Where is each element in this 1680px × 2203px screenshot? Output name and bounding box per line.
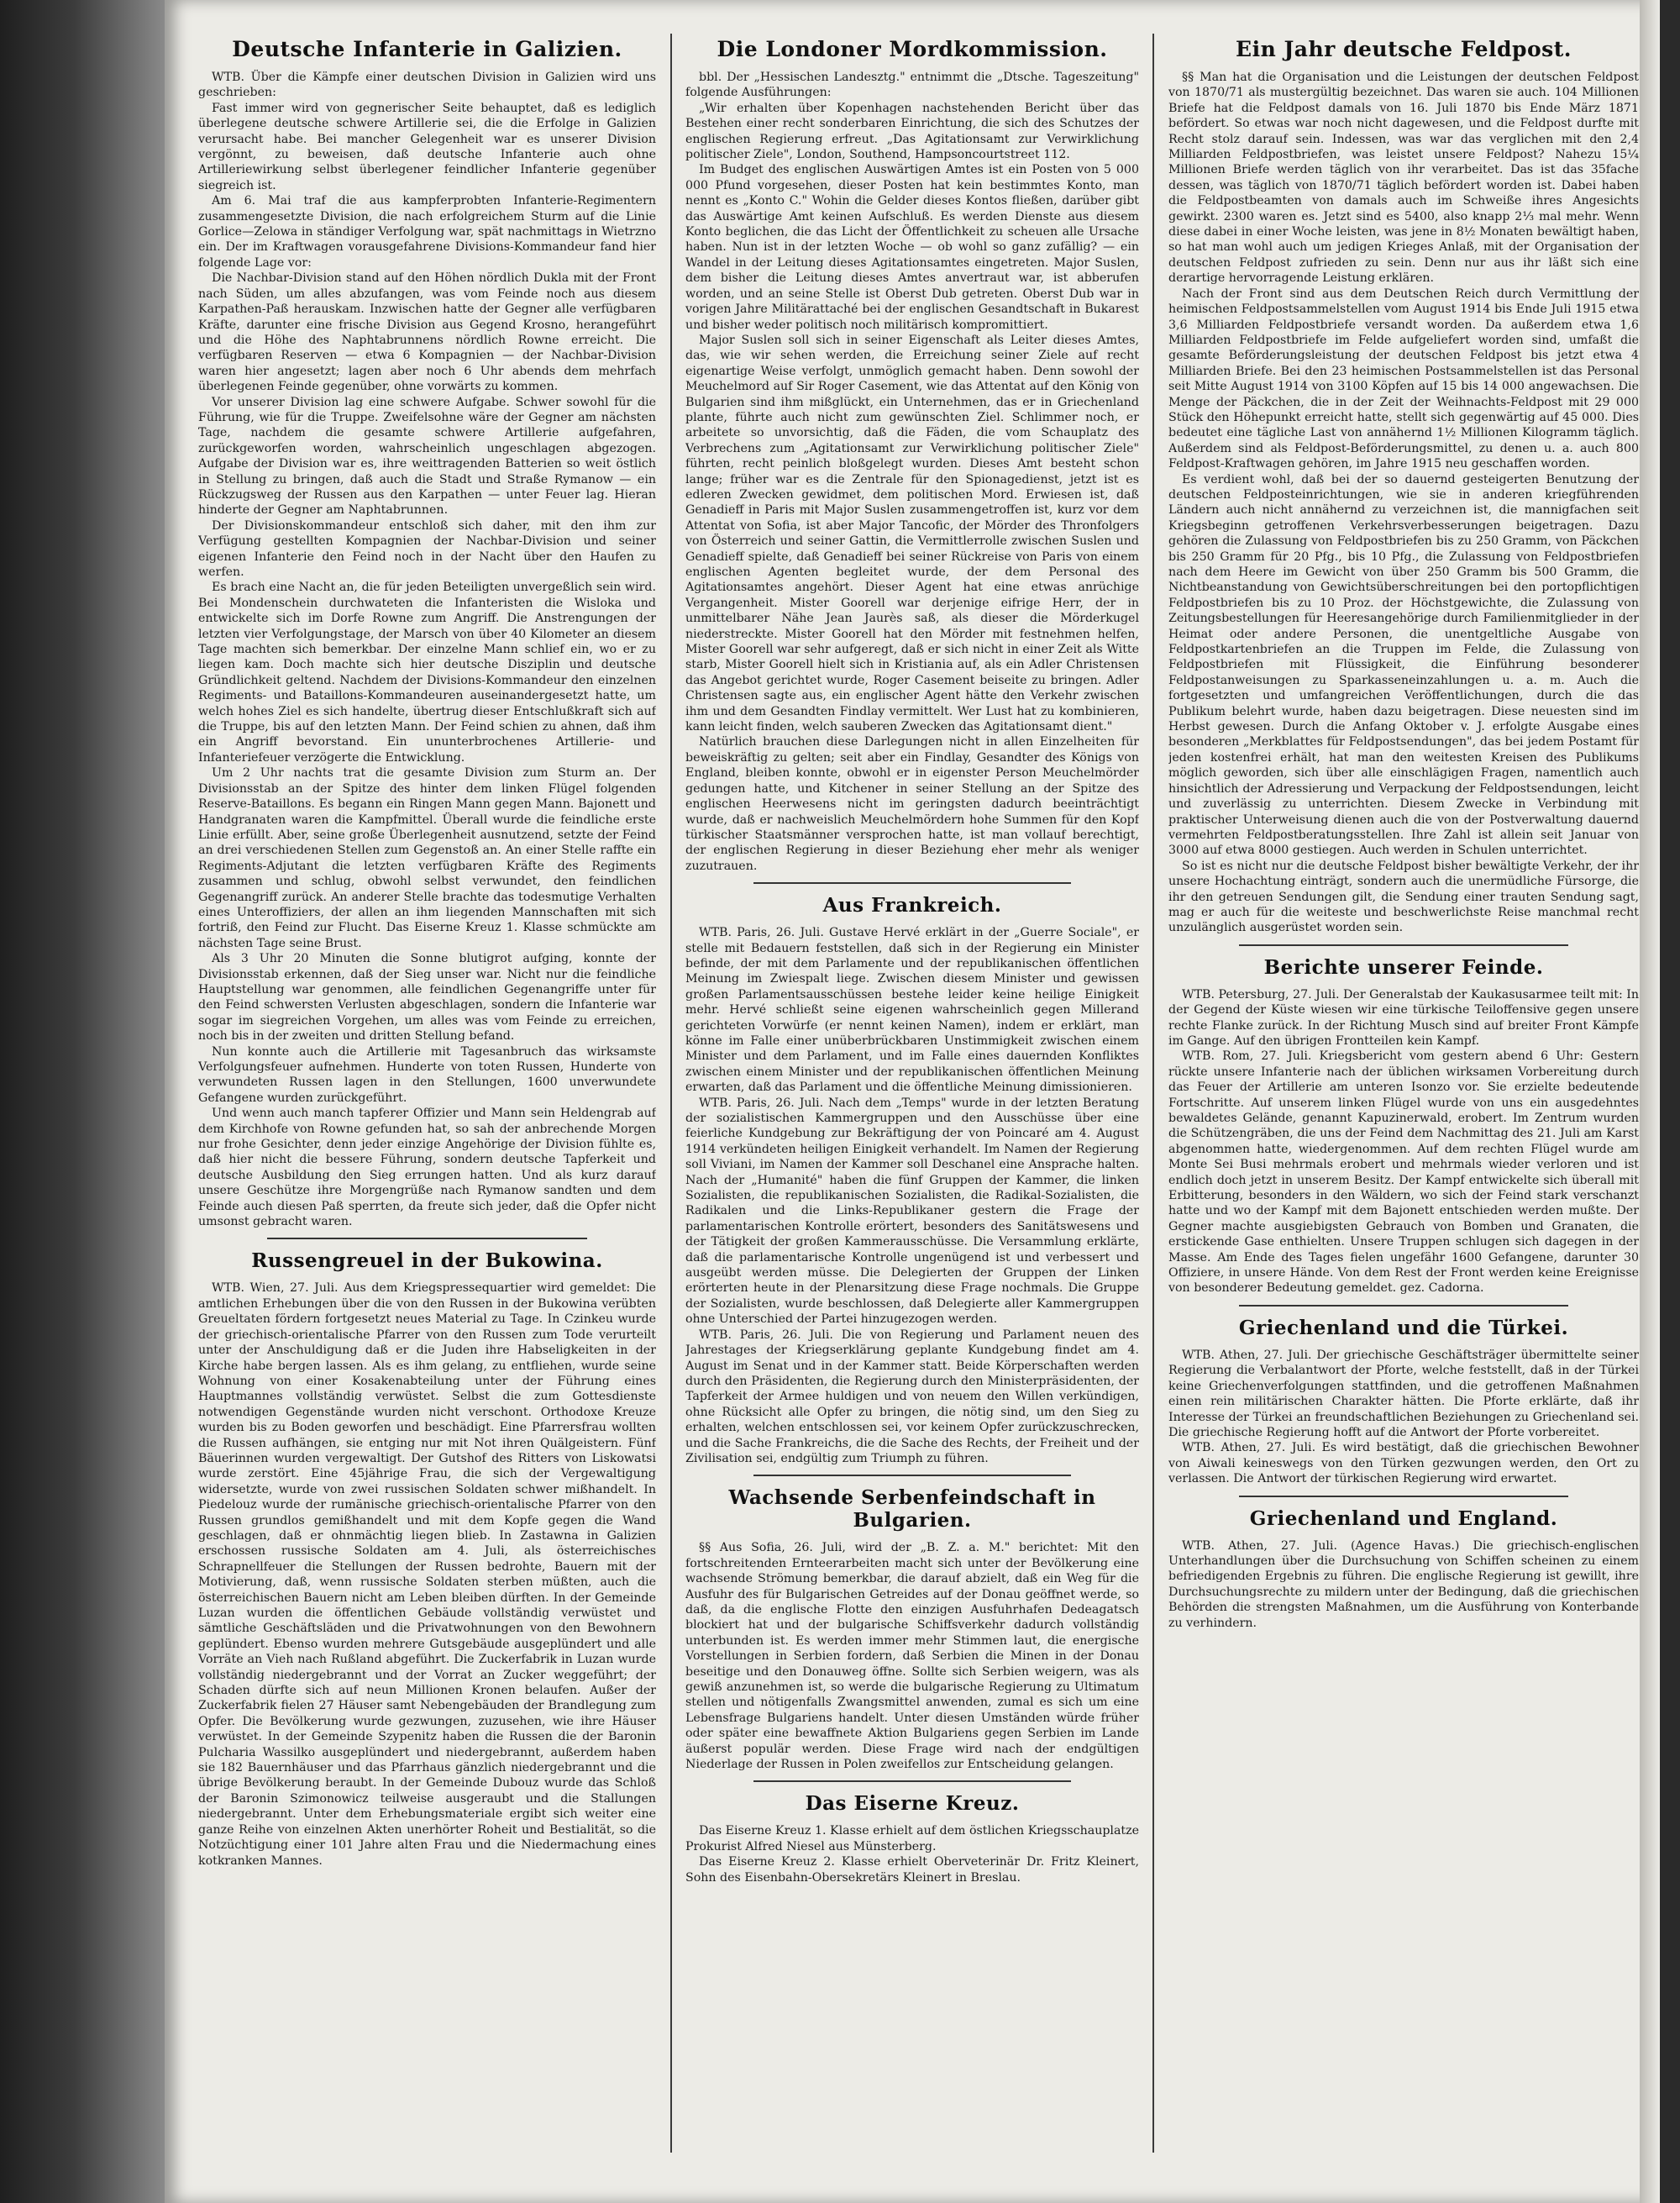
article-paragraph: Das Eiserne Kreuz 2. Klasse erhielt Oberveterinär Dr. Fritz Kleinert, Sohn des Eisenbahn-Obersekretärs Kleinert in Breslau.	[685, 1855, 1139, 1885]
article-paragraph: So ist es nicht nur die deutsche Feldpost bisher bewältigte Verkehr, der ihr unsere Hochachtung einträgt, sondern auch die unermüdliche Fürsorge, die ihr den getreuen Sendungen gilt, die Sendung einer trauten Sendung sagt, mag er auch für die weiteste und beschwerlichste Reise manchmal recht unzulänglich ausgerüstet worden sein.	[1168, 859, 1639, 935]
article-title-feldpost: Ein Jahr deutsche Feldpost.	[1236, 37, 1572, 61]
article-paragraph: Es brach eine Nacht an, die für jeden Beteiligten unvergeßlich sein wird. Bei Mondenschein durchwateten die Infanteristen die Wisloka und entwickelte sich im Dorfe Rowne zum Angriff. Die Anstrengungen der letzten vier Verfolgungstage, der Marsch von über 40 Kilometer an diesem Tage machten sich bemerkbar. Der einzelne Mann schlief ein, wo er zu liegen kam. Doch machte sich hier deutsche Disziplin und deutsche Gründlichkeit geltend. Nachdem der Divisions-Kommandeur den einzelnen Regiments- und Bataillons-Kommandeuren auseinandergesetzt hatte, um welch hohes Ziel es sich handelte, übertrug dieser Entschlußkraft sich auf die Truppe, bis auf den letzten Mann. Der Feind schien zu ahnen, daß ihm ein Angriff bevorstand. Ein ununterbrochenes Artillerie- und Infanteriefeuer verzögerte die Entwicklung.	[198, 581, 656, 765]
article-paragraph: §§ Aus Sofia, 26. Juli, wird der „B. Z. a. M." berichtet: Mit den fortschreitenden Ernteerarbeiten macht sich unter der Bevölkerung eine wachsende Strömung bemerkbar, die darauf abzielt, daß ein Weg für die Ausfuhr des für Bulgarischen Getreides auf der Donau geöffnet werde, so daß, da die englische Flotte den einzigen Ausfuhrhafen Dedeagatsch blockiert hat und der bulgarische Schiffsverkehr dadurch vollständig unterbunden ist. Es werden immer mehr Stimmen laut, die energische Vorstellungen in Serbien fordern, daß Serbien die Minen in der Donau beseitige und den Donauweg öffne. Sollte sich Serbien weigern, was als gewiß anzunehmen ist, so werde die bulgarische Regierung zu Ultimatum stellen und nötigenfalls Zwangsmittel anwenden, zumal es sich um eine Lebensfrage Bulgariens handelt. Unter diesen Umständen würde früher oder später eine bewaffnete Aktion Bulgariens gegen Serbien im Lande äußerst populär werden. Diese Frage wird nach der endgültigen Niederlage der Russen in Polen zweifellos zur Entscheidung gelangen.	[685, 1541, 1139, 1772]
article-paragraph: WTB. Rom, 27. Juli. Kriegsbericht vom gestern abend 6 Uhr: Gestern rückte unsere Infanterie nach der üblichen wirksamen Vorbereitung durch das Feuer der Artillerie am unteren Isonzo vor. Sie erzielte bedeutende Fortschritte. Auf unserem linken Flügel wurde von uns ein ausgedehntes bewaldetes Gelände, genannt Kapuzinerwald, erobert. Im Zentrum wurden die Schützengräben, die uns der Feind dem Nachmittag des 21. Juli am Karst abgenommen hatte, wiedergenommen. Auf dem rechten Flügel wurde am Monte Sei Busi mehrmals erobert und mehrmals wieder verloren und ist endlich doch jetzt in unserem Besitz. Der Kampf entwickelte sich überall mit Erbitterung, besonders in den Wäldern, wo sich der Feind stark verschanzt hatte und wo der Kampf mit dem Bajonett entschieden werden mußte. Der Gegner machte ausgiebigsten Gebrauch von Bomben und Granaten, die erstickende Gase enthielten. Unsere Truppen schlugen sich dagegen in der Masse. Am Ende des Tages fielen ungefähr 1600 Gefangene, darunter 30 Offiziere, in unsere Hände. Von dem Rest der Front werden keine Ereignisse von besonderer Bedeutung gemeldet. gez. Cadorna.	[1168, 1049, 1639, 1296]
section-divider	[753, 1475, 1071, 1476]
article-paragraph: Das Eiserne Kreuz 1. Klasse erhielt auf dem östlichen Kriegsschauplatze Prokurist Alfred Niesel aus Münsterberg.	[685, 1824, 1139, 1853]
adjacent-page-edge	[1640, 0, 1660, 2203]
newspaper-page	[165, 0, 1660, 2203]
article-paragraph: Die Nachbar-Division stand auf den Höhen nördlich Dukla mit der Front nach Süden, um alles abzufangen, was vom Feinde noch aus diesem Karpathen-Paß herauskam. Inzwischen hatte der Gegner alle verfügbaren Kräfte, darunter eine frische Division aus Gegend Krosno, herangeführt und die Höhe des Naphtabrunnens nördlich Rowne erreicht. Die verfügbaren Reserven — etwa 6 Kompagnien — der Nachbar-Division waren hier angesetzt; lagen aber noch 6 Uhr abends dem mehrfach überlegenen Feinde gegenüber, ohne vorwärts zu kommen.	[198, 271, 656, 394]
article-paragraph: WTB. Petersburg, 27. Juli. Der Generalstab der Kaukasusarmee teilt mit: In der Gegend der Küste wiesen wir eine türkische Teiloffensive gegen unsere rechte Flanke zurück. In der Richtung Musch sind auf breiter Front Kämpfe im Gange. Auf den übrigen Frontteilen kein Kampf.	[1168, 987, 1639, 1048]
article-paragraph: Nun konnte auch die Artillerie mit Tagesanbruch das wirksamste Verfolgungsfeuer aufnehmen. Hunderte von toten Russen, Hunderte von verwundeten Russen lagen in den Stellungen, 1600 unverwundete Gefangene wurden zurückgeführt.	[198, 1044, 656, 1105]
article-paragraph: WTB. Paris, 26. Juli. Gustave Hervé erklärt in der „Guerre Sociale", er stelle mit Bedauern feststellen, daß sich in der Regierung ein Minister befinde, der mit dem Parlamente und der republikanischen öffentlichen Meinung im Zwiespalt liege. Zwischen diesem Minister und gewissen großen Parlamentsausschüssen bestehe leider keine heilige Einigkeit mehr. Hervé schließt seine eigenen wahrscheinlich gegen Millerand gerichteten Vorwürfe (er nennt keinen Namen), indem er erklärt, man könne im Falle einer unüberbrückbaren Unstimmigkeit zwischen einem Minister und dem Parlament, und im Falle eines dauernden Konfliktes zwischen einem Minister und der republikanischen öffentlichen Meinung erwarten, daß das Parlament und die öffentliche Meinung dimissionieren.	[685, 926, 1139, 1095]
article-paragraph: WTB. Athen, 27. Juli. Es wird bestätigt, daß die griechischen Bewohner von Aiwali keineswegs von den Türken gezwungen werden, den Ort zu verlassen. Die Antwort der türkischen Regierung wird erwartet.	[1168, 1441, 1639, 1486]
article-paragraph: Als 3 Uhr 20 Minuten die Sonne blutigrot aufging, konnte der Divisionsstab erkennen, daß der Sieg unser war. Nicht nur die feindliche Hauptstellung war genommen, alle feindlichen Gegenangriffe unter für den Feind schwersten Verlusten abgeschlagen, sondern die Infanterie war sogar im siegreichen Vorgehen, um alles was vom Feinde zu erreichen, noch bis in der zweiten und dritten Stellung befand.	[198, 952, 656, 1044]
article-paragraph: Natürlich brauchen diese Darlegungen nicht in allen Einzelheiten für beweiskräftig zu gelten; seit aber ein Findlay, Gesandter des Königs von England, bleiben konnte, obwohl er in eigenster Person Meuchelmörder gedungen hatte, und Kitchener in seiner Stellung an der Spitze des englischen Heerwesens nicht im geringsten dadurch beeinträchtigt wurde, daß er nachweislich Meuchelmördern hohe Summen für den Kopf türkischer Staatsmänner versprochen hatte, ist man vollauf berechtigt, der englischen Regierung in dieser Beziehung eher mehr als weniger zuzutrauen.	[685, 735, 1139, 873]
section-divider	[1239, 944, 1568, 946]
article-title-tuerkei: Griechenland und die Türkei.	[1238, 1316, 1569, 1339]
section-divider	[267, 1238, 588, 1239]
section-divider	[753, 1780, 1071, 1782]
article-paragraph: WTB. Athen, 27. Juli. Der griechische Geschäftsträger übermittelte seiner Regierung die Verbalantwort der Pforte, welche feststellt, daß in der Türkei keine Griechenverfolgungen stattfinden, und die getroffenen Maßnahmen einen rein militärischen Charakter hätten. Die Pforte erklärte, daß ihr Interesse der Türkei an freundschaftlichen Beziehungen zu Griechenland sei. Die griechische Regierung hofft auf die Antwort der Pforte vorbereitet.	[1168, 1348, 1639, 1439]
article-title-eisernes-kreuz: Das Eiserne Kreuz.	[805, 1792, 1020, 1816]
column-rule	[1152, 34, 1154, 2153]
article-paragraph: „Wir erhalten über Kopenhagen nachstehenden Bericht über das Bestehen einer recht sonderbaren Einrichtung, die sich des Schutzes der englischen Regierung erfreut. „Das Agitationsamt zur Verwirklichung politischer Ziele", London, Southend, Hampsoncourtstreet 112.	[685, 101, 1139, 162]
article-paragraph: Vor unserer Division lag eine schwere Aufgabe. Schwer sowohl für die Führung, wie für die Truppe. Zweifelsohne wäre der Gegner am nächsten Tage, nachdem die gesamte schwere Artillerie aufgefahren, zurückgeworfen worden, wahrscheinlich ungeschlagen abgezogen. Aufgabe der Division war es, ihre weittragenden Batterien so weit östlich in Stellung zu bringen, daß auch die Stadt und Straße Rymanow — ein Rückzugsweg der Russen aus den Karpathen — unter Feuer lag. Hieran hinderte der Gegner am Naphtabrunnen.	[198, 395, 656, 518]
column-1	[198, 30, 656, 2169]
section-divider	[1239, 1305, 1568, 1307]
column-3	[1168, 30, 1639, 2169]
article-paragraph: Major Suslen soll sich in seiner Eigenschaft als Leiter dieses Amtes, das, wie wir sehen werden, die Erreichung seiner Ziele auf recht eigenartige Weise verfolgt, unmöglich gemacht haben. Denn sowohl der Meuchelmord auf Sir Roger Casement, wie das Attentat auf den König von Bulgarien sind ihm mißglückt, ein Unternehmen, das er in Griechenland plante, führte auch nicht zum gewünschten Ziel. Schlimmer noch, er arbeitete so unvorsichtig, daß die Fäden, die vom Schauplatz des Verbrechens zum „Agitationsamt zur Verwirklichung politischer Ziele" führten, recht peinlich bloßgelegt wurden. Dieses Amt besteht schon lange; früher war es die Zentrale für den Spionagedienst, jetzt ist es edleren Zwecken gewidmet, dem politischen Mord. Erwiesen ist, daß Genadieff in Paris mit Major Suslen zusammengetroffen ist, kurz vor dem Attentat von Sofia, ist aber Major Tancofic, der Mörder des Thronfolgers von Österreich und seiner Gattin, die Vermittlerrolle zwischen Suslen und Genadieff spielte, daß Genadieff bei seiner Rückreise von Paris von einem englischen Agenten begleitet wurde, der dem Personal des Agitationsamtes angehört. Dieser Agent hat eine etwas anrüchige Vergangenheit. Mister Goorell war derjenige eifrige Herr, der in unmittelbarer Nähe Jean Jaurès saß, als dieser die Mörderkugel niederstreckte. Mister Goorell hat den Mörder mit festnehmen helfen, Mister Goorell war sehr aufgeregt, daß er sich nicht in einer Zeit als Witte starb, Mister Goorell hielt sich in Kristiania auf, als ein Adler Christensen das Angebot gerichtet wurde, Roger Casement beiseite zu bringen. Adler Christensen sagte aus, ein englischer Agent hätte den Verkehr zwischen ihm und dem Gesandten Findlay vermittelt. Wer Lust hat zu kombinieren, kann leicht finden, welch sauberen Zwecken das Agitationsamt dient."	[685, 333, 1139, 734]
article-title-england: Griechenland und England.	[1249, 1506, 1558, 1530]
book-binding	[0, 0, 165, 2203]
article-paragraph: Es verdient wohl, daß bei der so dauernd gesteigerten Benutzung der deutschen Feldposteinrichtungen, wie sie in anderen kriegführenden Ländern auch nicht annähernd zu verzeichnen ist, die mannigfachen seit Kriegsbeginn getroffenen Verkehrsverbesserungen beigetragen. Dazu gehören die Zulassung von Feldpostbriefen bis zu 250 Gramm, von Päckchen bis 250 Gramm für 20 Pfg., bis 10 Pfg., die Zulassung von Feldpostbriefen nach dem Heere im Gewicht von über 250 Gramm bis 500 Gramm, die Nichtbeanstandung von Gewichtsüberschreitungen bei den portopflichtigen Feldpostbriefen bis zu 10 Proz. der Höchstgewichte, die Zulassung von Zeitungsbestellungen für Heeresangehörige durch Familienmitglieder in der Heimat oder andere Personen, die unentgeltliche Ausgabe von Feldpostkartenbriefen an die Truppen im Felde, die Zulassung von Feldpostbriefen mit Flüssigkeit, die Einführung besonderer Feldpostanweisungen zu Sparkasseneinzahlungen u. a. m. Auch die fortgesetzten und umfangreichen Veröffentlichungen, durch die das Publikum belehrt wurde, haben dazu beigetragen. Diese neuesten sind im Herbst gewesen. Durch die Anfang Oktober v. J. erfolgte Ausgabe eines besonderen „Merkblattes für Feldpostsendungen", das bei jedem Postamt für jeden kostenfrei erhält, hat man den weitesten Kreisen des Publikums möglich geworden, sich über alle einschlägigen Fragen, namentlich auch hinsichtlich der Adressierung und Verpackung der Feldpostsendungen, leicht und zuverlässig zu unterrichten. Diesem Zwecke in Verbindung mit praktischer Unterweisung dienen auch die von der Postverwaltung dauernd vermehrten Feldpostberatungsstellen. Ihre Zahl ist allein seit Januar von 3000 auf etwa 8000 gestiegen. Auch werden in Schulen unterrichtet.	[1168, 472, 1639, 858]
article-paragraph: Nach der Front sind aus dem Deutschen Reich durch Vermittlung der heimischen Feldpostsammelstellen vom August 1914 bis Ende Juli 1915 etwa 3,6 Milliarden Feldpostbriefe versandt worden. Da außerdem etwa 1,6 Milliarden Feldpostbriefe im Felde aufgeliefert worden sind, umfaßt die gesamte Beförderungsleistung der deutschen Feldpost bis jetzt etwa 4 Milliarden Briefe. Bei den 23 heimischen Postsammelstellen ist das Personal seit Mitte August 1914 von 3100 Köpfen auf 15 bis 14 000 angewachsen. Die Menge der Päckchen, die in der Zeit der Weihnachts-Feldpost mit 29 000 Stück den Höhepunkt erreicht hatte, stellt sich gegenwärtig auf 45 000. Dies bedeutet eine tägliche Last von annähernd 1½ Millionen Kilogramm täglich. Außerdem sind als Feldpost-Beförderungsmittel, zu denen u. a. auch 800 Feldpost-Kraftwagen gehören, im Jahre 1915 neu geschaffen worden.	[1168, 287, 1639, 471]
article-paragraph: bbl. Der „Hessischen Landesztg." entnimmt die „Dtsche. Tageszeitung" folgende Ausführungen:	[685, 71, 1139, 100]
article-paragraph: WTB. Paris, 26. Juli. Die von Regierung und Parlament neuen des Jahrestages der Kriegserklärung geplante Kundgebung findet am 4. August im Senat und in der Kammer statt. Beide Körperschaften werden durch den Präsidenten, die Regierung durch den Ministerpräsidenten, der Tapferkeit der Armee huldigen und von neuem den Willen verkündigen, ohne Rücksicht alle Opfer zu bringen, die nötig sind, um den Sieg zu erhalten, welchen entschlossen sei, vor keinem Opfer zurückzuschrecken, und die Sache Frankreichs, die die Sache des Rechts, der Freiheit und der Zivilisation sei, endgültig zum Triumph zu führen.	[685, 1328, 1139, 1465]
section-divider	[1239, 1496, 1568, 1497]
article-paragraph: WTB. Athen, 27. Juli. (Agence Havas.) Die griechisch-englischen Unterhandlungen über die Durchsuchung von Schiffen scheinen zu einem befriedigenden Ergebnis zu führen. Die englische Regierung ist gewillt, ihre Durchsuchungsrechte zu mildern unter der Bedingung, daß die griechischen Behörden die strengsten Maßnahmen, um die Ausführung von Konterbande zu verhindern.	[1168, 1538, 1639, 1630]
article-paragraph: Am 6. Mai traf die aus kampferprobten Infanterie-Regimentern zusammengesetzte Division, die nach erfolgreichem Sturm auf die Linie Gorlice—Zelowa in ständiger Verfolgung war, spät nachmittags in Wietrzno ein. Der im Kraftwagen vorausgefahrene Divisions-Kommandeur fand hier folgende Lage vor:	[198, 194, 656, 270]
section-divider	[753, 882, 1071, 884]
article-paragraph: Der Divisionskommandeur entschloß sich daher, mit den ihm zur Verfügung gestellten Kompagnien der Nachbar-Division und seiner eigenen Infanterie den Feind noch in der Nacht über den Haufen zu werfen.	[198, 518, 656, 579]
article-paragraph: WTB. Paris, 26. Juli. Nach dem „Temps" wurde in der letzten Beratung der sozialistischen Kammergruppen und den Ausschüsse über eine feierliche Kundgebung zur Bekräftigung der von Poincaré am 4. August 1914 verkündeten heiligen Einigkeit verhandelt. Im Namen der Regierung soll Viviani, im Namen der Kammer soll Deschanel eine Ansprache halten. Nach der „Humanité" haben die fünf Gruppen der Kammer, die linken Sozialisten, die republikanischen Sozialisten, die Radikal-Sozialisten, die Radikalen und die Links-Republikaner gestern die Frage der parlamentarischen Kontrolle erörtert, besonders des Sanitätswesens und der Tätigkeit der großen Kammerausschüsse. Die Versammlung erklärte, daß die parlamentarische Kontrolle ungenügend ist und verbessert und ausgeübt werden müsse. Die Delegierten der Gruppen der Linken erörterten heute in der Plenarsitzung diese Frage nochmals. Die Gruppe der Sozialisten, wurde beschlossen, daß Delegierte aller Kammergruppen ohne Unterschied der Partei hinzugezogen werden.	[685, 1096, 1139, 1327]
article-paragraph: Und wenn auch manch tapferer Offizier und Mann sein Heldengrab auf dem Kirchhofe von Rowne gefunden hat, so sah der anbrechende Morgen nur frohe Gesichter, denn jeder einzige Angehörige der Division fühlte es, daß hier nicht die bessere Führung, sondern deutsche Tapferkeit und deutsche Ausbildung den Sieg errungen hatten. Und als kurz darauf unsere Geschütze ihre Morgengrüße nach Rymanow sandten und dem Feinde auch diesen Paß sperrten, da freute sich jeder, daß die Opfer nicht umsonst gebracht waren.	[198, 1107, 656, 1229]
article-title-bukowina: Russengreuel in der Bukowina.	[251, 1249, 603, 1273]
article-title-frankreich: Aus Frankreich.	[822, 894, 1002, 917]
article-paragraph: Um 2 Uhr nachts trat die gesamte Division zum Sturm an. Der Divisionsstab an der Spitze des hinter dem linken Flügel folgenden Reserve-Bataillons. Es begann ein Ringen Mann gegen Mann. Bajonett und Handgranaten waren die Kampfmittel. Überall wurde die feindliche erste Linie erfüllt. Aber, seine große Überlegenheit ausnutzend, setzte der Feind an drei verschiedenen Stellen zum Gegenstoß an. An einer Stelle raffte ein Regiments-Adjutant die letzten verfügbaren Kräfte des Regiments zusammen und schlug, obwohl selbst verwundet, den feindlichen Gegenangriff zurück. An anderer Stelle brachte das todesmutige Verhalten eines Unteroffiziers, der allen an ihm liegenden Mannschaften mit sich fortriß, den Feind zur Flucht. Das Eiserne Kreuz 1. Klasse schmückte am nächsten Tage seine Brust.	[198, 766, 656, 950]
article-paragraph: WTB. Über die Kämpfe einer deutschen Division in Galizien wird uns geschrieben:	[198, 71, 656, 100]
article-title-mordkommission: Die Londoner Mordkommission.	[717, 37, 1108, 61]
article-title-galizien: Deutsche Infanterie in Galizien.	[232, 37, 622, 61]
column-rule	[670, 34, 672, 2153]
article-paragraph: §§ Man hat die Organisation und die Leistungen der deutschen Feldpost von 1870/71 als mustergültig bezeichnet. Das waren sie auch. 104 Millionen Briefe hat die Feldpost damals von 16. Juli 1870 bis Ende März 1871 befördert. So etwas war noch nicht dagewesen, und die Feldpost durfte mit Recht stolz darauf sein. Indessen, was war das verglichen mit den 2,4 Milliarden Feldpostbriefen, was leistet unsere Feldpost? Nahezu 15¼ Millionen Briefe werden täglich von ihr verarbeitet. Das ist das 35fache dessen, was täglich von 1870/71 täglich befördert worden ist. Dabei haben die Feldpostbeamten von damals auch im Schweiße ihres Angesichts gewirkt. 2300 waren es. Jetzt sind es 5400, also knapp 2⅓ mal mehr. Wenn diese dabei in einer Woche leisten, was jene in 8½ Monaten bewältigt haben, so hat man wohl auch um jedigen Krieges Anlaß, mit der Organisation der deutschen Feldpost zufrieden zu sein. Denn nur aus ihr läßt sich eine derartige hervorragende Leistung erklären.	[1168, 71, 1639, 286]
article-title-feinde: Berichte unserer Feinde.	[1263, 955, 1544, 979]
article-paragraph: Im Budget des englischen Auswärtigen Amtes ist ein Posten von 5 000 000 Pfund vorgesehen, dieser Posten hat kein bestimmtes Konto, man nennt es „Konto C." Wohin die Gelder dieses Kontos fließen, darüber gibt das Auswärtige Amt keinen Aufschluß. Es werden Dienste aus diesem Konto beglichen, die das Licht der Öffentlichkeit zu scheuen alle Ursache haben. Nun ist in der letzten Woche — ob wohl so ganz zufällig? — ein Wandel in der Leitung dieses Agitationsamtes eingetreten. Major Suslen, dem bisher die Leitung dieses Amtes anvertraut war, ist abberufen worden, und an seine Stelle ist Oberst Dub getreten. Oberst Dub war in vorigen Jahre Militärattaché bei der englischen Gesandtschaft in Bukarest und bisher weder politisch noch militärisch kompromittiert.	[685, 163, 1139, 332]
article-paragraph: WTB. Wien, 27. Juli. Aus dem Kriegspressequartier wird gemeldet: Die amtlichen Erhebungen über die von den Russen in der Bukowina verübten Greueltaten fördern fortgesetzt neues Material zu Tage. In Czinkeu wurde der griechisch-orientalische Pfarrer von den Russen zum Tode verurteilt unter der Anschuldigung daß er die Juden ihre Habseligkeiten in der Kirche habe bergen lassen. Als es ihm gelang, zu entfliehen, wurde seine Wohnung von einer Kosakenabteilung unter der Führung eines Hauptmannes vollständig verwüstet. Selbst die zum Gottesdienste notwendigen Gegenstände wurden nicht verschont. Orthodoxe Kreuze wurden bis zu Boden geworfen und beschädigt. Eine Pfarrersfrau wollten die Russen aufhängen, sie entging nur mit Not ihren Quälgeistern. Fünf Bäuerinnen wurden vergewaltigt. Der Gutshof des Ritters von Liskowatsi wurde zerstört. Eine 45jährige Frau, die sich der Vergewaltigung widersetzte, wurde von zwei russischen Soldaten schwer mißhandelt. In Piedelouz wurde der rumänische griechisch-orientalische Pfarrer von den Russen grundlos gemißhandelt und mit dem Kopfe gegen die Wand geschlagen, daß er ohnmächtig liegen blieb. In Zastawna in Galizien erschossen russische Soldaten am 4. Juli, als österreichisches Schrapnellfeuer die Stellungen der Russen bedrohte, Bauern mit der Motivierung, daß, wenn russische Soldaten sterben müßten, auch die österreichischen Bauern nicht am Leben bleiben dürften. In der Gemeinde Luzan wurden die öffentlichen Gebäude vollständig verwüstet und sämtliche Geschäftsläden und die Privatwohnungen von den Bewohnern geplündert. Ebenso wurden mehrere Gutsgebäude ausgeplündert und alle Vorräte an Vieh nach Rußland abgeführt. Die Zuckerfabrik in Luzan wurde vollständig niedergebrannt und der Vorrat an Zucker weggeführt; der Schaden dürfte sich auf neun Millionen Kronen belaufen. Außer der Zuckerfabrik fielen 27 Häuser samt Nebengebäuden der Brandlegung zum Opfer. Die Bevölkerung wurde gezwungen, zuzusehen, wie ihre Häuser verwüstet. In der Gemeinde Szypenitz haben die Russen die der Baronin Pulcharia Wassilko ausgeplündert und niedergebrannt, außerdem haben sie 182 Bauernhäuser und das Pfarrhaus gänzlich niedergebrannt und die übrige Bevölkerung beraubt. In der Gemeinde Dubouz wurde das Schloß der Baronin Szimonowicz teilweise ausgeraubt und die Stallungen niedergebrannt. Unter dem Erhebungsmateriale ergibt sich weiter eine ganze Reihe von einzelnen Akten unerhörter Roheit und Bestialität, so die Notzüchtigung einer 101 Jahre alten Frau und die Niedermachung eines kotkranken Mannes.	[198, 1281, 656, 1868]
article-title-serbenfeindschaft: Wachsende Serbenfeindschaft in Bulgarien.	[728, 1486, 1096, 1533]
article-paragraph: Fast immer wird von gegnerischer Seite behauptet, daß es lediglich überlegene deutsche schwere Artillerie sei, die die Erfolge in Galizien verursacht habe. Bei mancher Gelegenheit war es unserer Division vergönnt, zu beweisen, daß deutsche Infanterie auch ohne Artilleriewirkung selbst überlegener feindlicher Infanterie gegenüber siegreich ist.	[198, 101, 656, 192]
column-2	[685, 30, 1139, 2169]
